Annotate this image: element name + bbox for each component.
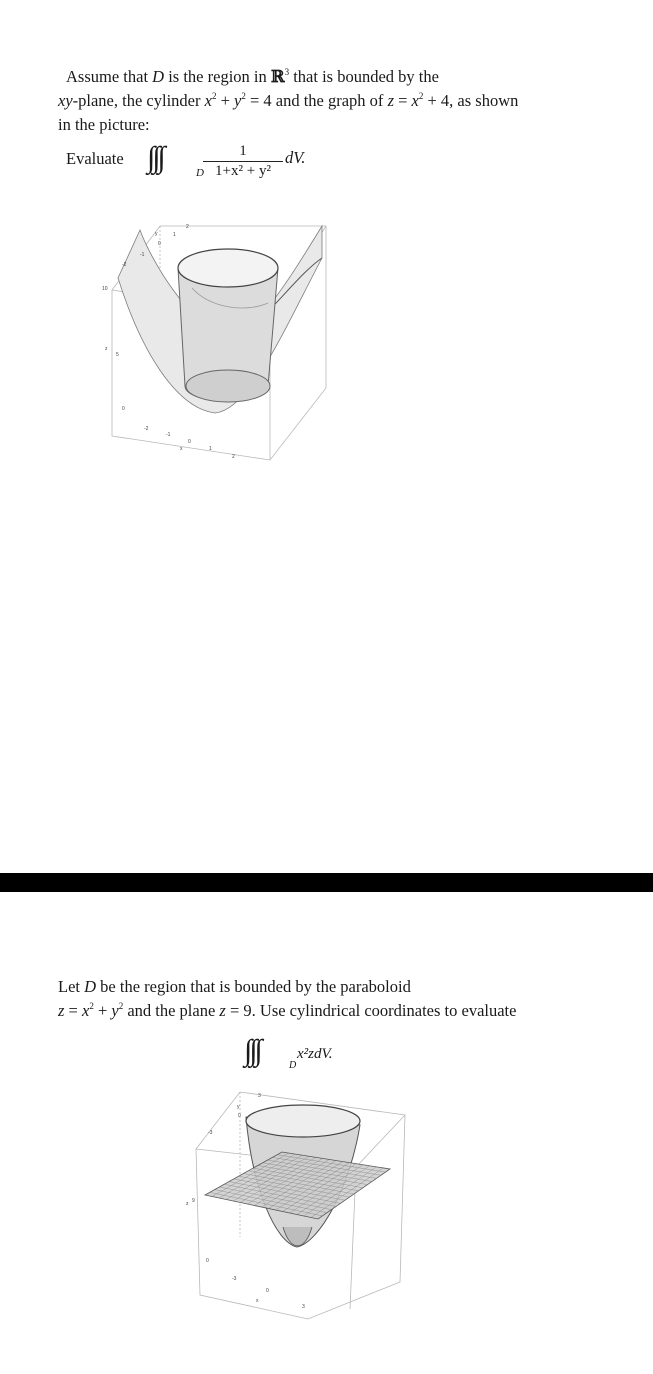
- integral-subscript: D: [289, 1060, 297, 1071]
- numerator: 1: [203, 143, 283, 162]
- var-x: x: [411, 91, 419, 110]
- plus: +: [220, 91, 230, 110]
- paraboloid-rim: [246, 1105, 360, 1137]
- text: = 9. Use cylindrical coordinates to evaluate: [229, 1001, 517, 1020]
- y-tick: -2: [122, 262, 127, 268]
- var-x: x: [81, 1001, 90, 1020]
- var-y: y: [111, 1001, 119, 1020]
- text: and the plane: [127, 1001, 216, 1020]
- plus: +: [97, 1001, 108, 1020]
- z-tick: 5: [116, 352, 119, 358]
- evaluate-label: Evaluate: [66, 149, 124, 168]
- x-tick: 3: [302, 1304, 305, 1310]
- cylinder-top: [178, 249, 278, 287]
- problem2-line1: [58, 977, 411, 997]
- var-z: z: [219, 1001, 226, 1020]
- z-axis-label: z: [186, 1201, 189, 1207]
- var-xy: xy: [58, 91, 73, 110]
- text: -plane, the cylinder: [72, 91, 201, 110]
- var-z: z: [387, 91, 394, 110]
- integral-signs: ∫∫∫: [147, 141, 163, 174]
- x-tick: -1: [166, 432, 171, 438]
- y-axis-label: y: [237, 1104, 240, 1110]
- differential: dV.: [285, 148, 306, 167]
- text: that is bounded by the: [293, 67, 439, 86]
- exponent: 2: [241, 91, 246, 101]
- y-tick: 1: [173, 232, 176, 238]
- text: be the region that is bounded by the paraboloid: [100, 977, 411, 996]
- integrand-fraction: [203, 143, 283, 180]
- figure-2-paraboloid-plane: [180, 1087, 410, 1327]
- exponent: 2: [89, 1001, 94, 1011]
- y-tick: 0: [238, 1113, 241, 1119]
- x-tick: 0: [266, 1288, 269, 1294]
- x-tick: -2: [144, 426, 149, 432]
- var-y: y: [234, 91, 242, 110]
- x-tick: -3: [232, 1276, 237, 1282]
- x-axis-label: x: [256, 1298, 259, 1304]
- equals: =: [68, 1001, 78, 1020]
- integral-signs: ∫∫∫: [244, 1034, 260, 1067]
- plane-z-9: [205, 1152, 390, 1219]
- text: + 4, as shown: [427, 91, 519, 110]
- y-tick: 0: [158, 241, 161, 247]
- figure-1-cylinder-paraboloid: [100, 218, 345, 468]
- exponent: 2: [211, 91, 217, 101]
- exponent: 2: [118, 1001, 124, 1011]
- z-tick: 0: [206, 1258, 209, 1264]
- var-d: D: [152, 67, 165, 86]
- problem2-line2: [58, 1001, 516, 1021]
- reals-symbol: ℝ: [270, 67, 285, 86]
- cylinder-base: [186, 370, 270, 402]
- exponent: 3: [284, 67, 290, 77]
- x-tick: 1: [209, 446, 212, 452]
- denominator: 1+x² + y²: [215, 163, 271, 179]
- triple-integral-1: [147, 143, 163, 173]
- text: Let: [58, 977, 80, 996]
- z-tick: 0: [122, 406, 125, 412]
- z-tick: 9: [192, 1198, 195, 1204]
- y-axis-label: y: [155, 231, 158, 237]
- problem1-line2: [58, 91, 518, 111]
- x-tick: 2: [232, 454, 235, 460]
- var-z: z: [58, 1001, 65, 1020]
- integral-subscript: D: [196, 167, 204, 179]
- equals: =: [398, 91, 408, 110]
- problem1-line1: [66, 67, 439, 87]
- var-d: D: [84, 977, 97, 996]
- z-tick: 10: [102, 286, 108, 292]
- text: is the region in: [168, 67, 267, 86]
- triple-integral-2: [244, 1036, 260, 1066]
- problem-2-panel: [0, 892, 653, 1374]
- x-axis-label: x: [180, 446, 183, 452]
- text: Assume that: [66, 67, 149, 86]
- var-x: x: [204, 91, 212, 110]
- paraboloid-bottom: [283, 1227, 312, 1246]
- text: = 4 and the graph of: [249, 91, 384, 110]
- x-tick: 0: [188, 439, 191, 445]
- y-tick: 3: [258, 1093, 261, 1099]
- y-tick: 2: [186, 224, 189, 230]
- z-axis-label: z: [105, 346, 108, 352]
- y-tick: -1: [140, 252, 145, 258]
- exponent: 2: [418, 91, 424, 101]
- page-divider: [0, 873, 653, 892]
- integrand: x²zdV.: [297, 1046, 333, 1062]
- problem1-line3: in the picture:: [58, 115, 150, 134]
- y-tick: -3: [208, 1130, 213, 1136]
